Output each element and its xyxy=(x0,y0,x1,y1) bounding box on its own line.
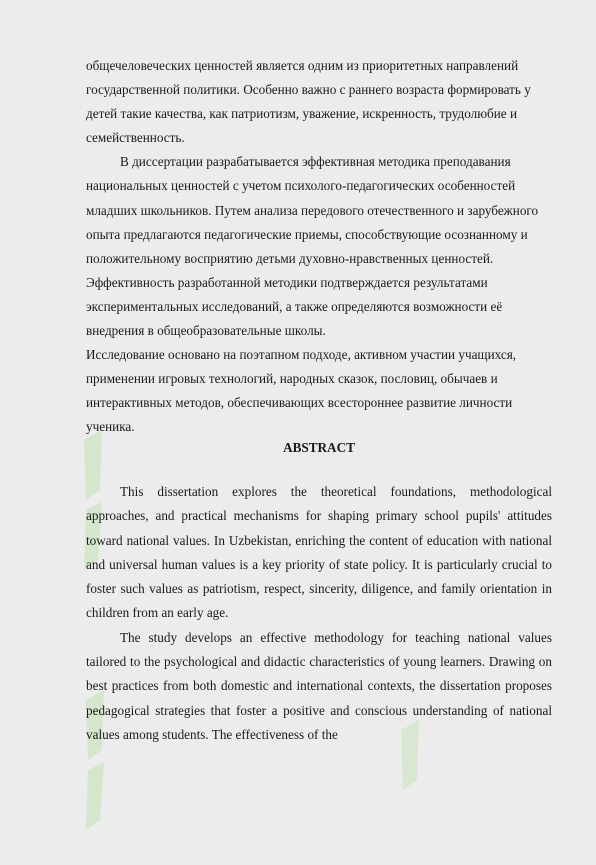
russian-paragraph-2: В диссертации разрабатывается эффективная методика преподавания национальных ценностей с учетом психолого-педагогических особенностей младших школьников. Путем анализа передового отечественного и зарубежного опыта предлагаются педагогические приемы, способствующие осознанному и положительному восприятию детьми духовно-нравственных ценностей. Эффективность разработанной методики подтверждается результатами экспериментальных исследований, а также определяются возможности её внедрения в общеобразовательные школы. xyxy=(86,154,539,339)
russian-paragraph-1: общечеловеческих ценностей является одним из приоритетных направлений государственной политики. Особенно важно с раннего возраста формировать у детей такие качества, как патриотизм, уважение, искренность, трудолюбие и семейственность. xyxy=(86,58,531,146)
russian-paragraph-3: Исследование основано на поэтапном подходе, активном участии учащихся, применении игровых технологий, народных сказок, пословиц, обычаев и интерактивных методов, обеспечивающих всестороннее развитие личности ученика. xyxy=(86,347,517,435)
abstract-paragraph-1: This dissertation explores the theoretical foundations, methodological approaches, and practical mechanisms for shaping primary school pupils' attitudes toward national values. In Uzbekistan, enriching the content of education with national and universal human values is a key priority of state policy. It is particularly crucial to foster such values as patriotism, respect, sincerity, diligence, and family orientation in children from an early age. xyxy=(86,484,552,621)
abstract-paragraph-2: The study develops an effective methodology for teaching national values tailored to the psychological and didactic characteristics of young learners. Drawing on best practices from both domestic and international contexts, the dissertation proposes pedagogical strategies that foster a positive and conscious understanding of national values among students. The effectiveness of the xyxy=(86,629,552,742)
abstract-heading: ABSTRACT xyxy=(283,440,355,455)
english-abstract xyxy=(86,480,552,747)
russian-summary xyxy=(86,54,552,440)
